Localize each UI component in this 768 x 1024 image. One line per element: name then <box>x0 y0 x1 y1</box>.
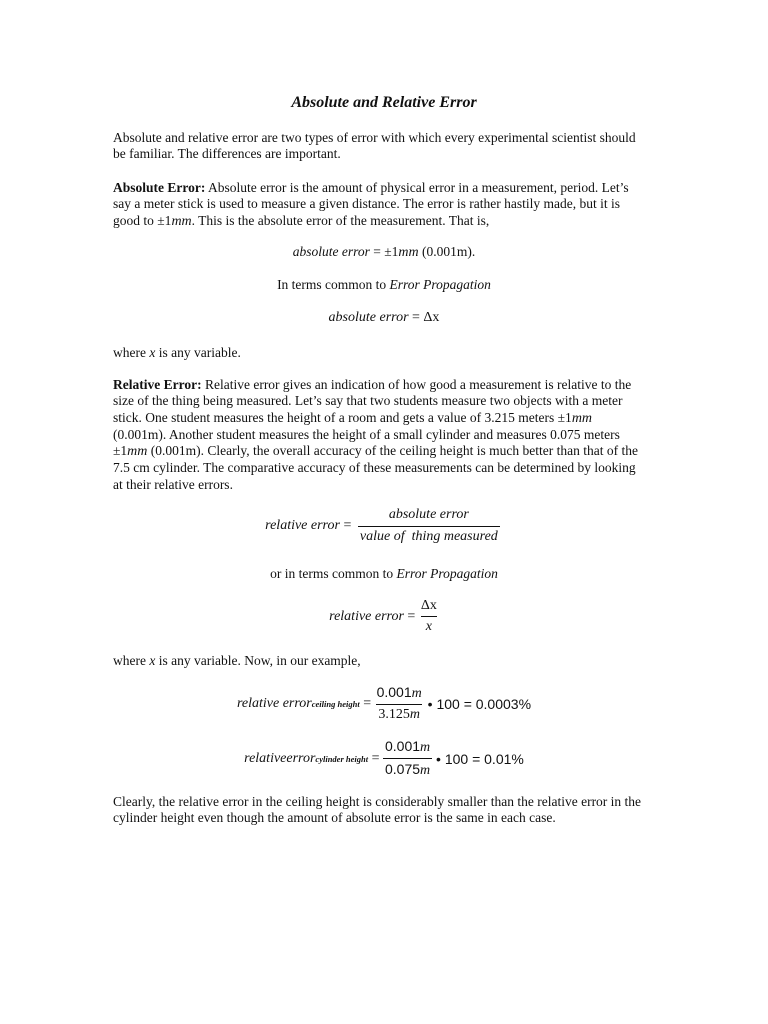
eq3-lhs: relative error <box>265 518 340 533</box>
equation-cylinder-height <box>0 738 768 779</box>
eq5-subscript: ceiling height <box>311 698 360 709</box>
relative-error-mm-b: mm <box>127 444 148 460</box>
absolute-error-text-a: Absolute error is the amount of physical error in a measurement, period. Let’s say a meter stick is used to measure a given distance. The error is rather hastily made, but it is good to <box>113 180 629 228</box>
eq3-fraction <box>355 507 503 545</box>
where1-var: x <box>149 345 156 360</box>
absolute-error-mm: mm <box>171 213 192 229</box>
eq4-fraction <box>419 598 439 635</box>
eq3-equals: = <box>339 518 355 533</box>
eq5-numerator <box>375 684 424 704</box>
where2-post: is any variable. Now, in our example, <box>155 653 361 668</box>
eq6-numerator <box>383 738 432 758</box>
absolute-error-text-b: . This is the absolute error of the measurement. That is, <box>191 212 490 228</box>
relative-error-paragraph <box>113 377 648 493</box>
eq6-rhs: • 100 = 0.01% <box>432 750 524 767</box>
relative-error-pm-a: ±1 <box>557 409 572 425</box>
eq6-den-value: 0.075 <box>384 761 421 777</box>
eq5-denominator <box>376 704 422 723</box>
eq5-num-unit: m <box>411 686 422 701</box>
equation-absolute-error-value <box>0 244 768 261</box>
where2-pre: where <box>113 653 150 668</box>
conclusion-paragraph: Clearly, the relative error in the ceiling height is considerably smaller than the relative error in the cylinder height even though the amount of absolute error is the same in each case. <box>113 794 642 826</box>
eq1-mm: mm <box>398 245 419 260</box>
eq6-lhs: relativeerror <box>244 750 316 766</box>
equation-ceiling-height <box>0 684 768 723</box>
eq5-fraction <box>375 684 424 723</box>
relative-error-text-c: (0.001m). Clearly, the overall accuracy of the ceiling height is much better than that of the 7.5 cm cylinder. The comparative accuracy of these measurements can be determined by looking at their relative errors. <box>113 443 638 492</box>
eq5-den-unit: m <box>409 707 420 722</box>
where1-pre: where <box>113 345 150 360</box>
eq4-lhs: relative error <box>329 608 404 624</box>
eq6-denominator <box>383 758 432 779</box>
eq5-num-value: 0.001 <box>376 684 412 700</box>
terms2-pre: or in terms common to <box>270 566 397 581</box>
eq6-num-value: 0.001 <box>384 738 421 754</box>
where-line-1 <box>113 345 648 361</box>
relative-error-text-a: Relative error gives an indication of how good a measurement is relative to the size of the thing being measured. Let’s say that two students measure two objects with a meter stick. One student measures the height of a room and gets a value of 3.215 meters <box>113 377 632 425</box>
where1-post: is any variable. <box>155 345 241 360</box>
eq5-equals: = <box>359 695 375 711</box>
eq6-den-unit: m <box>420 763 431 778</box>
absolute-error-heading: Absolute Error: <box>113 180 206 195</box>
eq6-num-unit: m <box>420 740 431 755</box>
eq1-lhs: absolute error <box>292 244 370 259</box>
eq1-paren: (0.001m). <box>418 244 476 259</box>
eq5-lhs: relative error <box>236 695 312 711</box>
relative-error-mm-a: mm <box>571 410 593 426</box>
equation-relative-error-definition <box>0 507 768 545</box>
terms-common-line-1 <box>0 277 768 293</box>
terms-common-line-2 <box>0 566 768 582</box>
equation-relative-error-delta <box>0 598 768 635</box>
eq6-subscript: cylinder height <box>315 753 369 764</box>
intro-paragraph: Absolute and relative error are two types of error with which every experimental scientist should be familiar. The differences are important. <box>113 130 636 162</box>
eq4-numerator: Δx <box>420 598 437 613</box>
absolute-error-paragraph <box>113 180 648 230</box>
terms2-term: Error Propagation <box>396 566 498 581</box>
relative-error-heading: Relative Error: <box>113 377 202 392</box>
eq6-fraction <box>383 738 432 779</box>
where-line-2 <box>113 653 648 669</box>
terms1-pre: In terms common to <box>277 277 390 292</box>
eq5-den-value: 3.125 <box>378 707 410 722</box>
eq4-denominator: x <box>421 616 437 635</box>
relative-error-text-b: (0.001m). Another student measures the height of a small cylinder and measures 0.075 meters <box>113 426 620 442</box>
eq3-denominator: value of thing measured <box>358 526 500 545</box>
eq4-equals: = <box>403 608 419 624</box>
relative-error-pm-b: ±1 <box>113 443 128 459</box>
where2-var: x <box>149 653 156 668</box>
eq2-lhs: absolute error <box>328 310 409 325</box>
eq6-equals: = <box>368 750 383 766</box>
eq3-numerator: absolute error <box>388 507 469 522</box>
eq1-pm: ±1 <box>384 244 399 259</box>
eq5-rhs: • 100 = 0.0003% <box>423 695 532 712</box>
page-title: Absolute and Relative Error <box>291 94 477 111</box>
absolute-error-pm: ±1 <box>157 212 172 228</box>
eq2-rhs: = Δx <box>408 310 440 325</box>
eq1-equals: = <box>369 244 385 259</box>
equation-absolute-error-delta <box>0 310 768 326</box>
terms1-term: Error Propagation <box>389 277 491 292</box>
